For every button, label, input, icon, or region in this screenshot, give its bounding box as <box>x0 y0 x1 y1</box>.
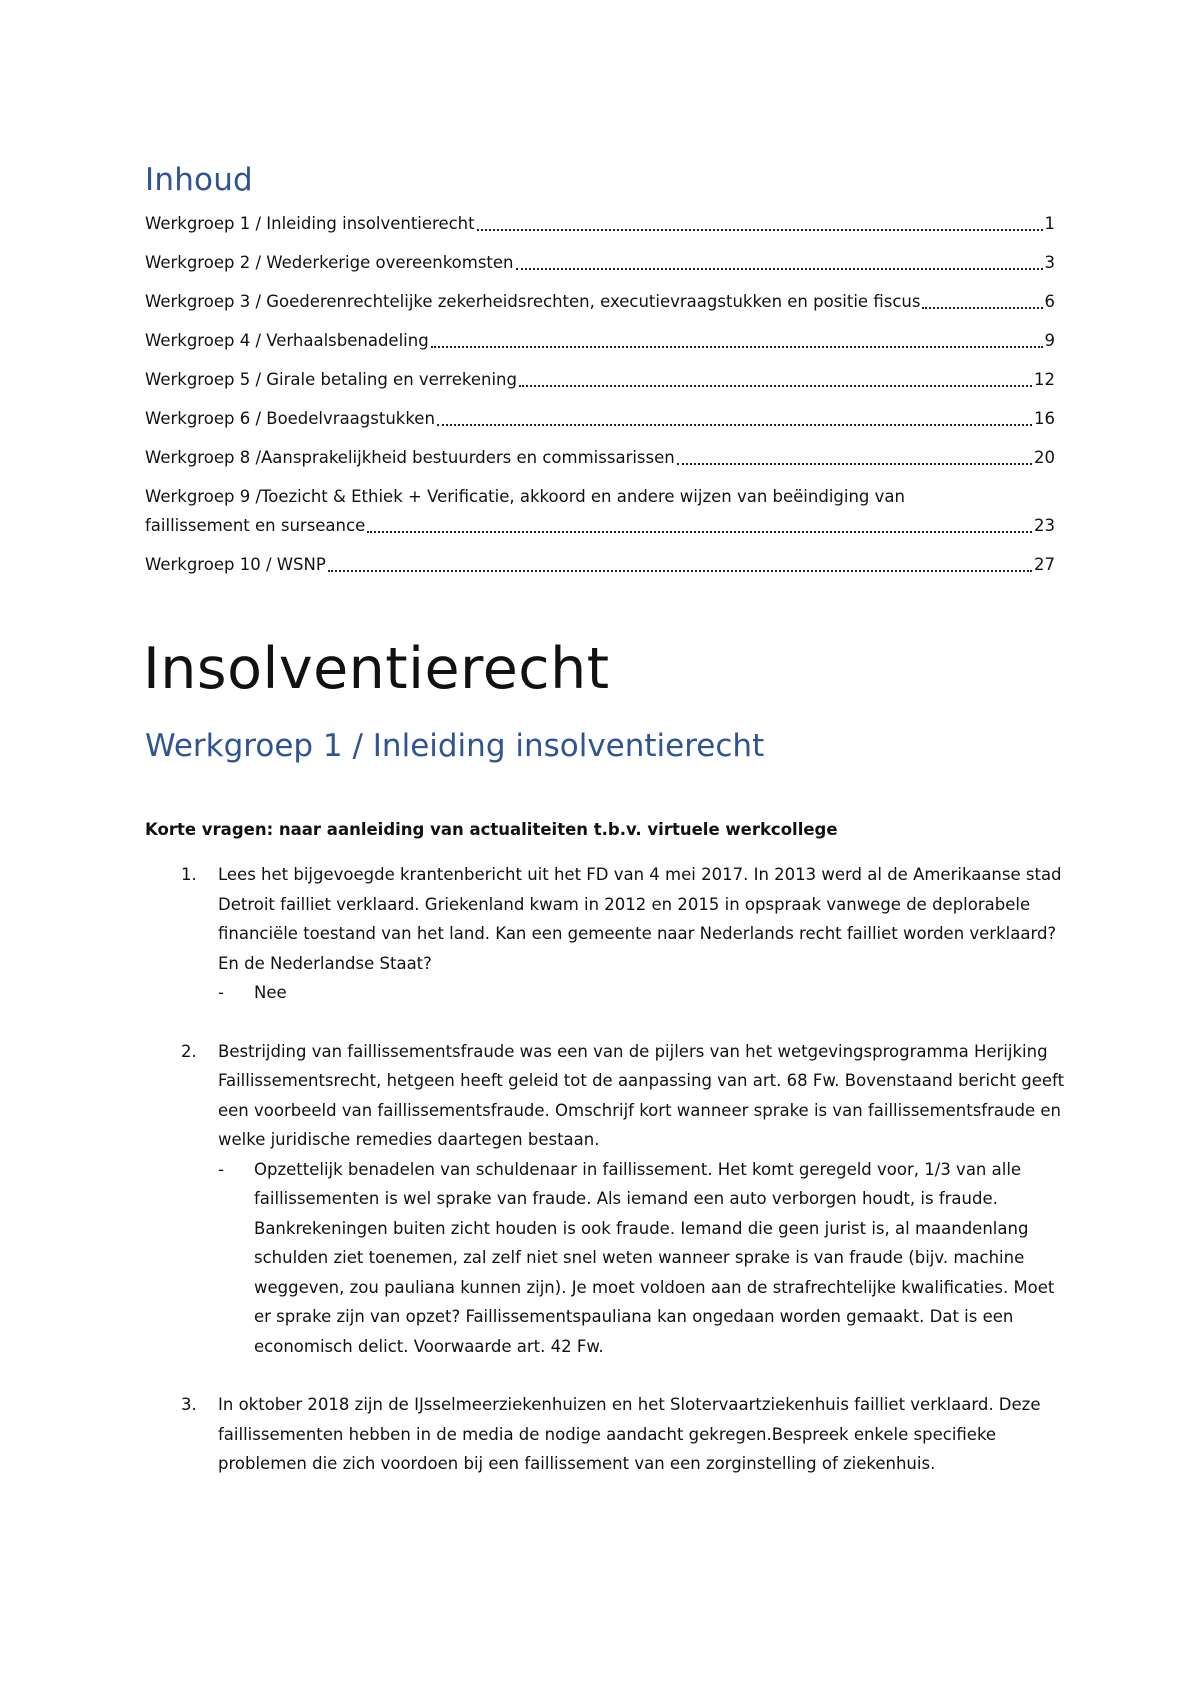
question-number: 3. <box>181 1395 197 1414</box>
toc-entry[interactable] <box>145 209 1055 238</box>
toc-dot-leader <box>431 345 1043 348</box>
toc-entry-title: Werkgroep 3 / Goederenrechtelijke zekerheidsrechten, executievraagstukken en positie fiscus <box>145 292 921 311</box>
toc-entry-title: Werkgroep 5 / Girale betaling en verrekening <box>145 370 517 389</box>
question-text: Bestrijding van faillissementsfraude was een van de pijlers van het wetgevingsprogramma Herijking Faillissementsrecht, hetgeen heeft geleid tot de aanpassing van art. 68 Fw. Bovenstaand bericht geeft een voorbeeld van faillissementsfraude. Omschrijf kort wanneer sprake is van faillissementsfraude en welke juridische remedies daartegen bestaan. <box>218 1041 1065 1149</box>
toc-entry-title-line1: Werkgroep 9 /Toezicht & Ethiek + Verificatie, akkoord en andere wijzen van beëindiging van <box>145 487 905 506</box>
toc-entry-page: 16 <box>1034 409 1055 428</box>
question-number: 1. <box>181 865 197 884</box>
answer-bullet: - <box>218 1159 224 1179</box>
toc-dot-leader <box>519 384 1032 387</box>
toc-entry-title: Werkgroep 1 / Inleiding insolventierecht <box>145 214 475 233</box>
toc-entry-page: 27 <box>1034 555 1055 574</box>
question-item <box>145 1390 1065 1479</box>
question-item <box>145 860 1065 1008</box>
toc-entry-page: 20 <box>1034 448 1055 467</box>
answer-item <box>218 1155 1065 1362</box>
toc-heading: Inhoud <box>145 162 253 198</box>
toc-dot-leader <box>367 530 1032 533</box>
section-heading: Werkgroep 1 / Inleiding insolventierecht <box>145 728 765 764</box>
toc-entry-title-line2: faillissement en surseance <box>145 516 366 535</box>
question-item <box>145 1037 1065 1362</box>
toc-entry-title: Werkgroep 10 / WSNP <box>145 555 326 574</box>
toc-entry-page: 3 <box>1044 253 1055 272</box>
toc-entry[interactable] <box>145 248 1055 277</box>
toc-entry-title: Werkgroep 4 / Verhaalsbenadeling <box>145 331 429 350</box>
answer-text: Opzettelijk benadelen van schuldenaar in faillissement. Het komt geregeld voor, 1/3 van alle faillissementen is wel sprake van fraude. Als iemand een auto verborgen houdt, is fraude. Bankrekeningen buiten zicht houden is ook fraude. Iemand die geen jurist is, al maandenlang schulden ziet toenemen, zal zelf niet snel weten wanneer sprake is van fraude (bijv. machine weggeven, zou pauliana kunnen zijn). Je moet voldoen aan de strafrechtelijke kwalificaties. Moet er sprake zijn van opzet? Faillissementspauliana kan ongedaan worden gemaakt. Dat is een economisch delict. Voorwaarde art. 42 Fw. <box>254 1159 1055 1356</box>
toc-entry-page: 6 <box>1044 292 1055 311</box>
toc-entry[interactable] <box>145 443 1055 472</box>
answer-bullet: - <box>218 983 224 1002</box>
toc-dot-leader <box>328 569 1032 572</box>
question-text: In oktober 2018 zijn de IJsselmeerziekenhuizen en het Slotervaartziekenhuis failliet verklaard. Deze faillissementen hebben in de media de nodige aandacht gekregen.Bespreek enkele specifieke problemen die zich voordoen bij een faillissement van een zorginstelling of ziekenhuis. <box>218 1395 1041 1473</box>
toc-dot-leader <box>516 267 1043 270</box>
toc-entry[interactable] <box>145 287 1055 316</box>
question-list <box>145 860 1065 1508</box>
question-number: 2. <box>181 1041 197 1061</box>
question-text: Lees het bijgevoegde krantenbericht uit het FD van 4 mei 2017. In 2013 werd al de Amerikaanse stad Detroit failliet verklaard. Griekenland kwam in 2012 en 2015 in opspraak vanwege de deplorabele financiële toestand van het land. Kan een gemeente naar Nederlands recht failliet worden verklaard? En de Nederlandse Staat? <box>218 865 1062 973</box>
toc-dot-leader <box>477 228 1043 231</box>
toc-entry[interactable] <box>145 550 1055 579</box>
table-of-contents <box>145 209 1055 589</box>
toc-entry-page: 12 <box>1034 370 1055 389</box>
answer-text: Nee <box>254 983 287 1002</box>
toc-entry-page: 1 <box>1044 214 1055 233</box>
toc-entry[interactable] <box>145 326 1055 355</box>
toc-entry-page: 23 <box>1034 516 1055 535</box>
toc-entry[interactable] <box>145 365 1055 394</box>
subheading: Korte vragen: naar aanleiding van actualiteiten t.b.v. virtuele werkcollege <box>145 820 838 839</box>
toc-entry-title: Werkgroep 8 /Aansprakelijkheid bestuurders en commissarissen <box>145 448 675 467</box>
toc-entry[interactable] <box>145 482 1055 540</box>
toc-entry-title: Werkgroep 2 / Wederkerige overeenkomsten <box>145 253 514 272</box>
toc-entry-page: 9 <box>1044 331 1055 350</box>
toc-dot-leader <box>922 306 1042 309</box>
toc-dot-leader <box>677 462 1032 465</box>
document-title: Insolventierecht <box>143 636 610 702</box>
answer-item <box>218 978 1065 1008</box>
toc-entry-title: Werkgroep 6 / Boedelvraagstukken <box>145 409 435 428</box>
toc-dot-leader <box>437 423 1032 426</box>
toc-entry[interactable] <box>145 404 1055 433</box>
